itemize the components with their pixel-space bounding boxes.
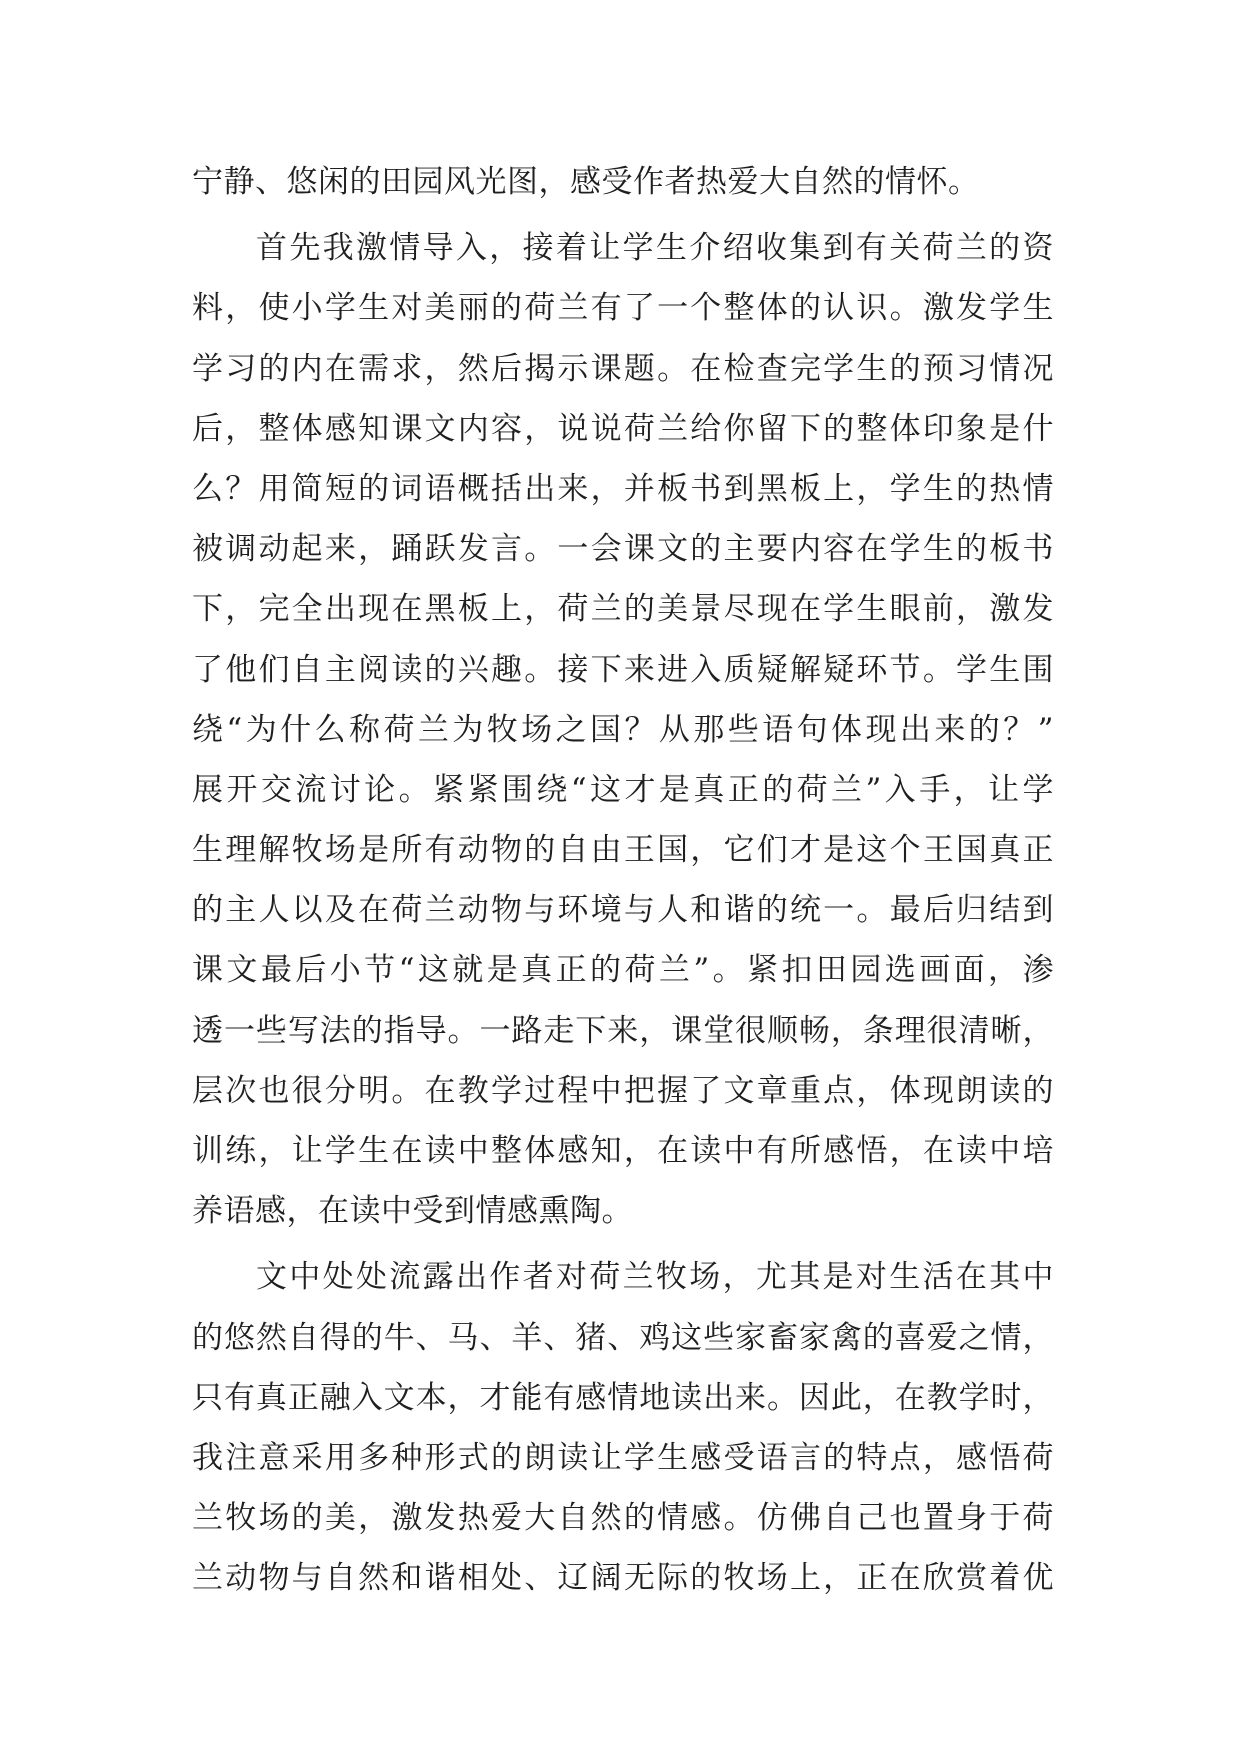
text-line: 下，完全出现在黑板上，荷兰的美景尽现在学生眼前，激发 bbox=[192, 591, 1054, 628]
text-line: 兰动物与自然和谐相处、辽阔无际的牧场上，正在欣赏着优 bbox=[192, 1560, 1054, 1597]
text-line: 只有真正融入文本，才能有感情地读出来。因此，在教学时， bbox=[192, 1379, 1054, 1416]
text-line: 我注意采用多种形式的朗读让学生感受语言的特点，感悟荷 bbox=[192, 1439, 1054, 1476]
paragraph-first-line: 首先我激情导入，接着让学生介绍收集到有关荷兰的资 bbox=[256, 230, 1054, 267]
text-line: 层次也很分明。在教学过程中把握了文章重点，体现朗读的 bbox=[192, 1072, 1054, 1109]
paragraph-first-line: 文中处处流露出作者对荷兰牧场，尤其是对生活在其中 bbox=[256, 1259, 1054, 1296]
text-line: 的悠然自得的牛、马、羊、猪、鸡这些家畜家禽的喜爱之情， bbox=[192, 1319, 1054, 1356]
document-body bbox=[192, 152, 1054, 1609]
text-line: 训练，让学生在读中整体感知，在读中有所感悟，在读中培 bbox=[192, 1133, 1054, 1169]
text-line: 被调动起来，踊跃发言。一会课文的主要内容在学生的板书 bbox=[192, 531, 1054, 568]
text-line: 么？用简短的词语概括出来，并板书到黑板上，学生的热情 bbox=[192, 470, 1054, 507]
text-line: 生理解牧场是所有动物的自由王国，它们才是这个王国真正 bbox=[192, 832, 1054, 869]
text-line: 课文最后小节“这就是真正的荷兰”。紧扣田园选画面，渗 bbox=[192, 952, 1054, 989]
text-line: 后，整体感知课文内容，说说荷兰给你留下的整体印象是什 bbox=[192, 410, 1054, 447]
text-line: 料，使小学生对美丽的荷兰有了一个整体的认识。激发学生 bbox=[192, 290, 1054, 327]
text-line: 了他们自主阅读的兴趣。接下来进入质疑解疑环节。学生围 bbox=[192, 651, 1054, 688]
text-line: 绕“为什么称荷兰为牧场之国？从那些语句体现出来的？” bbox=[192, 711, 1054, 748]
text-line: 透一些写法的指导。一路走下来，课堂很顺畅，条理很清晰， bbox=[192, 1012, 1054, 1049]
text-line: 宁静、悠闲的田园风光图，感受作者热爱大自然的情怀。 bbox=[192, 164, 980, 200]
text-line: 展开交流讨论。紧紧围绕“这才是真正的荷兰”入手，让学 bbox=[192, 771, 1054, 808]
text-line: 兰牧场的美，激发热爱大自然的情感。仿佛自己也置身于荷 bbox=[192, 1500, 1054, 1537]
text-line: 的主人以及在荷兰动物与环境与人和谐的统一。最后归结到 bbox=[192, 892, 1054, 929]
text-line: 养语感，在读中受到情感熏陶。 bbox=[192, 1193, 633, 1230]
text-line: 学习的内在需求，然后揭示课题。在检查完学生的预习情况 bbox=[192, 350, 1054, 387]
